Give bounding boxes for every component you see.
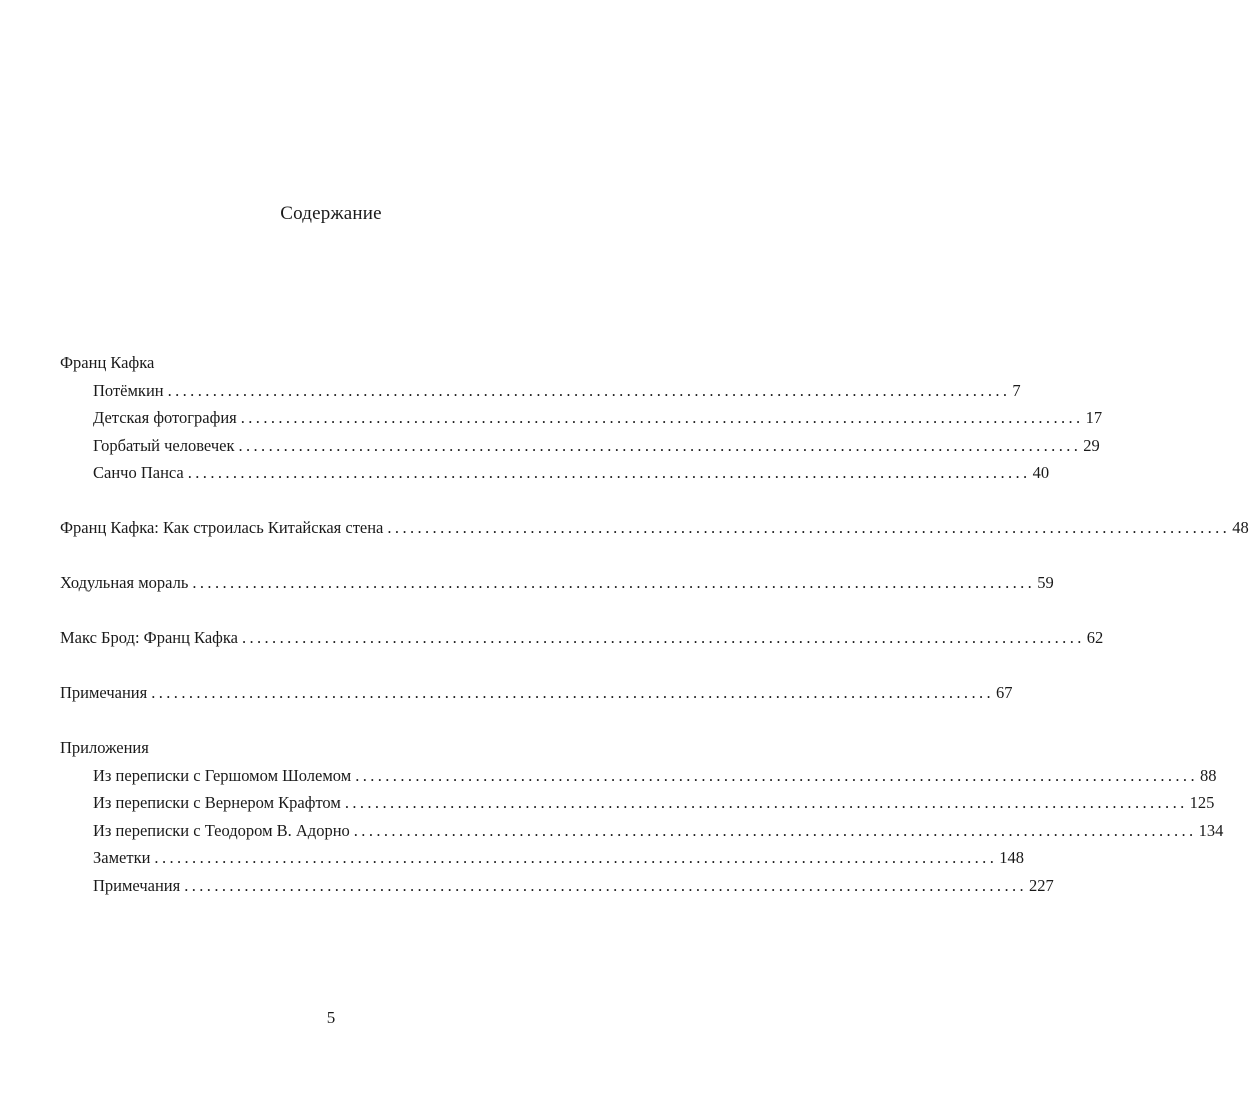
leader-dots: ................................................................................................................ [344,793,1188,812]
toc-entry-label: Заметки [93,848,151,867]
leader-dots: ................................................................................................................ [355,765,1198,785]
toc-entry-label: Санчо Панса [93,463,184,482]
toc-entry-page: 59 [1037,573,1054,592]
toc-entry-label: Потёмкин [93,380,164,400]
toc-entry-label: Макс Брод: Франц Кафка [60,628,238,647]
toc-entry-label: Примечания [60,683,148,702]
toc-entry[interactable] [60,624,1104,652]
toc-entry[interactable] [60,569,1054,597]
toc-entry-page: 62 [1086,628,1104,647]
toc-section-heading: Приложения [60,738,149,757]
toc-entry-page: 17 [1085,408,1103,427]
toc-entry[interactable] [60,514,1249,542]
toc-entry-page: 134 [1198,820,1224,840]
leader-dots: ................................................................................................................ [167,380,1011,400]
toc-entry-page: 67 [996,683,1013,702]
leader-dots: ................................................................................................................ [154,848,998,867]
toc-entry-label: Ходульная мораль [60,573,189,592]
toc-entry-label: Из переписки с Гершомом Шолемом [93,765,352,785]
toc-entry-label: Франц Кафка: Как строилась Китайская стена [60,518,384,537]
toc-entry-page: 29 [1083,435,1100,455]
toc-entry-label: Горбатый человечек [93,435,235,455]
page-title: Содержание [280,203,382,224]
toc-entry-label: Примечания [93,875,181,895]
toc-entry-page: 48 [1232,518,1249,537]
leader-dots: ................................................................................................................ [241,628,1085,647]
toc-entry[interactable] [60,762,1217,790]
toc-section-heading: Франц Кафка [60,353,155,372]
toc-entry-page: 88 [1200,765,1217,785]
toc-entry[interactable] [60,404,1103,432]
toc-entry-page: 40 [1032,463,1050,482]
toc-entry-label: Из переписки с Вернером Крафтом [93,793,341,812]
toc-entry-page: 227 [1029,875,1054,895]
toc-entry-page: 148 [999,848,1024,867]
toc-entry[interactable] [60,789,1215,817]
leader-dots: ................................................................................................................ [184,875,1028,895]
toc-entry[interactable] [60,844,1024,872]
leader-dots: ................................................................................................................ [187,463,1031,482]
toc-entry[interactable] [60,872,1054,900]
toc-entry-label: Из переписки с Теодором В. Адорно [93,820,350,840]
leader-dots: ................................................................................................................ [387,518,1231,537]
page-number: 5 [326,1008,336,1027]
table-of-contents [60,349,1249,899]
toc-entry-label: Детская фотография [93,408,237,427]
leader-dots: ................................................................................................................ [151,683,995,702]
leader-dots: ................................................................................................................ [238,435,1082,455]
leader-dots: ................................................................................................................ [240,408,1084,427]
toc-entry[interactable] [60,432,1100,460]
toc-entry[interactable] [60,679,1013,707]
leader-dots: ................................................................................................................ [192,573,1036,592]
toc-entry[interactable] [60,817,1224,845]
toc-entry[interactable] [60,459,1050,487]
toc-entry[interactable] [60,377,1021,405]
toc-entry-page: 7 [1012,380,1021,400]
leader-dots: ................................................................................................................ [353,820,1197,840]
toc-entry-page: 125 [1189,793,1215,812]
